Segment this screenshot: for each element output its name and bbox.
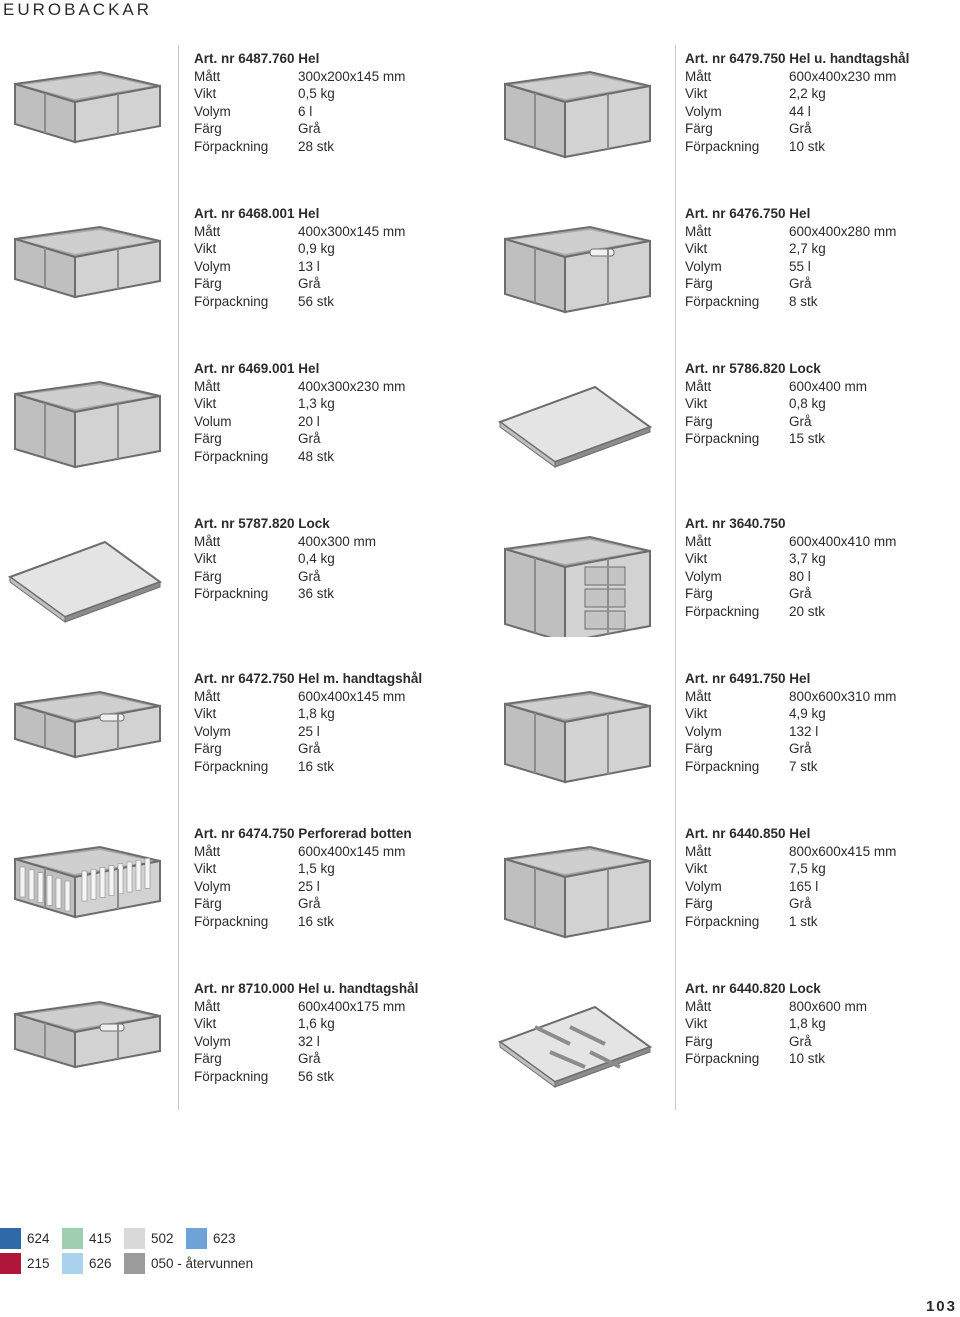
spec-value: 36 stk <box>298 586 335 602</box>
crate-tall-icon <box>0 362 170 482</box>
spec-value: Grå <box>298 568 321 584</box>
spec-value: 2,7 kg <box>789 241 826 257</box>
spec-value: Grå <box>789 413 812 429</box>
spec-label: Vikt <box>194 241 217 257</box>
spec-label: Volym <box>194 723 231 739</box>
spec-row <box>685 1015 867 1033</box>
spec-label: Mått <box>194 533 221 549</box>
product-card <box>490 672 960 812</box>
spec-label: Färg <box>685 276 713 292</box>
spec-row <box>685 843 896 861</box>
spec-label: Mått <box>685 843 712 859</box>
spec-row <box>194 395 405 413</box>
spec-value: 1,8 kg <box>298 706 335 722</box>
spec-value: 600x400x410 mm <box>789 533 897 549</box>
spec-value: Grå <box>789 121 812 137</box>
product-specs <box>685 980 867 1068</box>
spec-row <box>685 688 896 706</box>
legend-code: 502 <box>151 1231 174 1246</box>
lid-icon <box>490 362 660 482</box>
spec-row <box>194 378 405 396</box>
product-title: Art. nr 3640.750 <box>685 516 786 531</box>
spec-row <box>685 293 896 311</box>
spec-value: 7,5 kg <box>789 861 826 877</box>
color-swatch <box>186 1228 207 1249</box>
spec-row <box>194 860 412 878</box>
spec-row <box>194 843 412 861</box>
spec-value: 15 stk <box>789 431 826 447</box>
product-card <box>0 207 470 347</box>
spec-label: Förpackning <box>194 1068 269 1084</box>
spec-label: Vikt <box>194 86 217 102</box>
spec-value: 0,4 kg <box>298 551 335 567</box>
spec-label: Färg <box>685 121 713 137</box>
spec-value: 1,8 kg <box>789 1016 826 1032</box>
spec-value: Grå <box>298 1051 321 1067</box>
spec-row <box>194 585 376 603</box>
product-card <box>0 362 470 502</box>
spec-row <box>685 68 909 86</box>
spec-row <box>194 240 405 258</box>
spec-row <box>194 103 405 121</box>
spec-row <box>685 568 896 586</box>
spec-label: Färg <box>194 896 222 912</box>
spec-label: Vikt <box>685 396 708 412</box>
spec-value: Grå <box>298 121 321 137</box>
color-swatch <box>0 1253 21 1274</box>
spec-label: Förpackning <box>685 913 760 929</box>
spec-row <box>194 705 422 723</box>
spec-value: 1 stk <box>789 913 818 929</box>
spec-value: 4,9 kg <box>789 706 826 722</box>
color-swatch <box>62 1228 83 1249</box>
spec-row <box>194 413 405 431</box>
product-specs <box>685 360 867 448</box>
spec-value: 132 l <box>789 723 819 739</box>
spec-value: 600x400 mm <box>789 378 868 394</box>
spec-row <box>685 705 896 723</box>
spec-label: Volym <box>685 878 722 894</box>
spec-value: 3,7 kg <box>789 551 826 567</box>
spec-value: 0,8 kg <box>789 396 826 412</box>
spec-label: Volym <box>685 103 722 119</box>
product-title: Art. nr 6476.750 Hel <box>685 206 811 221</box>
spec-label: Förpackning <box>685 758 760 774</box>
spec-label: Vikt <box>194 861 217 877</box>
spec-label: Mått <box>685 223 712 239</box>
product-title: Art. nr 6440.850 Hel <box>685 826 811 841</box>
lid-icon <box>0 517 170 637</box>
spec-row <box>194 138 405 156</box>
spec-label: Förpackning <box>685 431 760 447</box>
spec-row <box>194 533 376 551</box>
spec-label: Vikt <box>685 861 708 877</box>
spec-row <box>685 998 867 1016</box>
spec-value: 28 stk <box>298 138 335 154</box>
spec-value: 800x600x415 mm <box>789 843 897 859</box>
product-card <box>0 517 470 657</box>
spec-label: Förpackning <box>194 293 269 309</box>
spec-value: Grå <box>789 586 812 602</box>
spec-row <box>194 85 405 103</box>
spec-row <box>685 913 896 931</box>
spec-row <box>194 688 422 706</box>
spec-label: Volym <box>194 103 231 119</box>
spec-value: 7 stk <box>789 758 818 774</box>
product-title: Art. nr 5786.820 Lock <box>685 361 821 376</box>
spec-row <box>194 1033 418 1051</box>
product-card <box>0 982 470 1122</box>
spec-row <box>685 275 896 293</box>
product-card <box>0 827 470 967</box>
crate-large-icon <box>490 827 660 947</box>
spec-value: Grå <box>789 1033 812 1049</box>
spec-label: Mått <box>685 998 712 1014</box>
crate-flat-icon <box>0 672 170 792</box>
product-title: Art. nr 6474.750 Perforerad botten <box>194 826 412 841</box>
page-title: EUROBACKAR <box>3 0 153 19</box>
product-title: Art. nr 6472.750 Hel m. handtagshål <box>194 671 423 686</box>
spec-value: 13 l <box>298 258 320 274</box>
legend-item <box>0 1253 50 1274</box>
spec-label: Vikt <box>194 551 217 567</box>
color-swatch <box>124 1228 145 1249</box>
spec-row <box>194 120 405 138</box>
product-card <box>490 207 960 347</box>
product-card <box>490 982 960 1122</box>
product-specs <box>194 515 376 603</box>
spec-label: Färg <box>685 586 713 602</box>
legend-code: 215 <box>27 1256 50 1271</box>
spec-row <box>685 585 896 603</box>
spec-value: 600x400x145 mm <box>298 688 406 704</box>
spec-label: Vikt <box>194 706 217 722</box>
spec-label: Mått <box>685 688 712 704</box>
product-specs <box>685 670 896 776</box>
spec-value: 16 stk <box>298 913 335 929</box>
spec-value: 44 l <box>789 103 811 119</box>
spec-label: Vikt <box>685 86 708 102</box>
product-specs <box>685 515 896 621</box>
spec-row <box>194 1068 418 1086</box>
legend-code: 624 <box>27 1231 50 1246</box>
spec-label: Volym <box>194 878 231 894</box>
spec-label: Volym <box>685 258 722 274</box>
spec-value: 800x600x310 mm <box>789 688 897 704</box>
spec-row <box>685 240 896 258</box>
lid-large-icon <box>490 982 660 1102</box>
product-specs <box>685 50 909 156</box>
spec-row <box>685 895 896 913</box>
color-swatch <box>124 1253 145 1274</box>
spec-row <box>685 723 896 741</box>
spec-value: 55 l <box>789 258 811 274</box>
spec-value: 20 l <box>298 413 320 429</box>
spec-label: Förpackning <box>685 138 760 154</box>
product-specs <box>194 50 405 156</box>
crate-flat-icon <box>0 982 170 1102</box>
spec-label: Förpackning <box>194 913 269 929</box>
spec-value: Grå <box>789 896 812 912</box>
spec-value: 600x400x230 mm <box>789 68 897 84</box>
product-title: Art. nr 6468.001 Hel <box>194 206 320 221</box>
spec-row <box>685 258 896 276</box>
spec-row <box>685 740 896 758</box>
spec-value: Grå <box>298 276 321 292</box>
crate-large-icon <box>490 672 660 792</box>
spec-row <box>685 395 867 413</box>
spec-row <box>685 758 896 776</box>
legend-code: 050 - återvunnen <box>151 1256 254 1271</box>
product-title: Art. nr 6469.001 Hel <box>194 361 320 376</box>
spec-label: Förpackning <box>194 448 269 464</box>
spec-label: Volym <box>194 1033 231 1049</box>
spec-row <box>685 550 896 568</box>
spec-value: 300x200x145 mm <box>298 68 406 84</box>
spec-value: 400x300x145 mm <box>298 223 406 239</box>
spec-label: Mått <box>685 68 712 84</box>
product-title: Art. nr 6491.750 Hel <box>685 671 811 686</box>
spec-label: Volym <box>685 568 722 584</box>
spec-row <box>194 913 412 931</box>
spec-label: Förpackning <box>685 1051 760 1067</box>
spec-label: Färg <box>194 568 222 584</box>
crate-tall-icon <box>490 52 660 172</box>
spec-label: Volym <box>685 723 722 739</box>
spec-value: 32 l <box>298 1033 320 1049</box>
spec-row <box>194 740 422 758</box>
color-swatch <box>0 1228 21 1249</box>
spec-label: Färg <box>194 121 222 137</box>
legend-item <box>62 1228 112 1249</box>
spec-value: 25 l <box>298 723 320 739</box>
spec-value: 2,2 kg <box>789 86 826 102</box>
spec-row <box>194 258 405 276</box>
spec-label: Färg <box>685 413 713 429</box>
legend-item <box>62 1253 112 1274</box>
spec-row <box>194 895 412 913</box>
spec-row <box>685 860 896 878</box>
page-number: 103 <box>925 1298 957 1315</box>
spec-value: 10 stk <box>789 1051 826 1067</box>
legend-code: 623 <box>213 1231 236 1246</box>
spec-value: 80 l <box>789 568 811 584</box>
spec-row <box>685 103 909 121</box>
spec-label: Vikt <box>194 396 217 412</box>
spec-row <box>194 1050 418 1068</box>
product-card <box>490 362 960 502</box>
spec-label: Vikt <box>685 1016 708 1032</box>
spec-value: 0,5 kg <box>298 86 335 102</box>
legend-item <box>186 1228 236 1249</box>
product-specs <box>194 205 405 311</box>
spec-value: Grå <box>789 741 812 757</box>
spec-value: 56 stk <box>298 1068 335 1084</box>
spec-value: 600x400x145 mm <box>298 843 406 859</box>
spec-value: 1,6 kg <box>298 1016 335 1032</box>
spec-row <box>194 293 405 311</box>
spec-label: Mått <box>194 68 221 84</box>
spec-value: 600x400x175 mm <box>298 998 406 1014</box>
spec-row <box>194 878 412 896</box>
spec-label: Vikt <box>685 551 708 567</box>
spec-label: Färg <box>194 276 222 292</box>
spec-row <box>685 430 867 448</box>
spec-row <box>685 603 896 621</box>
spec-label: Volum <box>194 413 232 429</box>
spec-value: 48 stk <box>298 448 335 464</box>
spec-row <box>194 568 376 586</box>
product-specs <box>194 670 422 776</box>
spec-label: Förpackning <box>194 138 269 154</box>
spec-row <box>685 138 909 156</box>
spec-value: 25 l <box>298 878 320 894</box>
legend-code: 415 <box>89 1231 112 1246</box>
product-specs <box>685 205 896 311</box>
spec-row <box>685 85 909 103</box>
spec-value: 56 stk <box>298 293 335 309</box>
product-card <box>490 827 960 967</box>
spec-label: Färg <box>194 1051 222 1067</box>
legend-item <box>124 1228 174 1249</box>
spec-label: Förpackning <box>685 293 760 309</box>
spec-label: Mått <box>194 843 221 859</box>
spec-label: Mått <box>194 998 221 1014</box>
spec-label: Mått <box>194 688 221 704</box>
product-specs <box>194 360 405 466</box>
product-title: Art. nr 6487.760 Hel <box>194 51 320 66</box>
spec-row <box>194 275 405 293</box>
spec-label: Vikt <box>685 241 708 257</box>
spec-row <box>194 448 405 466</box>
spec-value: 16 stk <box>298 758 335 774</box>
spec-value: 20 stk <box>789 603 826 619</box>
spec-row <box>194 68 405 86</box>
spec-label: Färg <box>685 1033 713 1049</box>
spec-value: Grå <box>789 276 812 292</box>
spec-label: Mått <box>685 378 712 394</box>
spec-label: Förpackning <box>194 586 269 602</box>
spec-row <box>685 120 909 138</box>
color-swatch <box>62 1253 83 1274</box>
crate-small-icon <box>0 52 170 172</box>
spec-label: Färg <box>685 741 713 757</box>
spec-label: Förpackning <box>194 758 269 774</box>
spec-row <box>194 1015 418 1033</box>
spec-row <box>685 1033 867 1051</box>
spec-value: 600x400x280 mm <box>789 223 897 239</box>
spec-value: 6 l <box>298 103 313 119</box>
product-title: Art. nr 6440.820 Lock <box>685 981 821 996</box>
spec-value: Grå <box>298 896 321 912</box>
product-title: Art. nr 6479.750 Hel u. handtagshål <box>685 51 910 66</box>
spec-label: Mått <box>685 533 712 549</box>
legend-item <box>124 1253 253 1274</box>
product-card <box>490 52 960 192</box>
crate-small-icon <box>0 207 170 327</box>
spec-row <box>685 413 867 431</box>
spec-row <box>685 878 896 896</box>
spec-value: 400x300 mm <box>298 533 377 549</box>
product-specs <box>685 825 896 931</box>
spec-label: Mått <box>194 223 221 239</box>
crate-handle-icon <box>490 207 660 327</box>
spec-row <box>194 723 422 741</box>
spec-row <box>194 430 405 448</box>
product-card <box>0 52 470 192</box>
spec-value: 165 l <box>789 878 819 894</box>
spec-value: 800x600 mm <box>789 998 868 1014</box>
legend-code: 626 <box>89 1256 112 1271</box>
crate-perforated-icon <box>0 827 170 947</box>
legend-item <box>0 1228 50 1249</box>
spec-row <box>194 998 418 1016</box>
product-title: Art. nr 5787.820 Lock <box>194 516 330 531</box>
spec-row <box>194 550 376 568</box>
spec-label: Förpackning <box>685 603 760 619</box>
spec-label: Färg <box>194 741 222 757</box>
product-card <box>0 672 470 812</box>
spec-value: 0,9 kg <box>298 241 335 257</box>
spec-label: Vikt <box>194 1016 217 1032</box>
spec-row <box>685 533 896 551</box>
product-specs <box>194 825 412 931</box>
product-card <box>490 517 960 657</box>
spec-value: Grå <box>298 431 321 447</box>
spec-value: 8 stk <box>789 293 818 309</box>
crate-drawers-icon <box>490 517 660 637</box>
spec-label: Vikt <box>685 706 708 722</box>
spec-value: Grå <box>298 741 321 757</box>
spec-value: 400x300x230 mm <box>298 378 406 394</box>
spec-value: 10 stk <box>789 138 826 154</box>
spec-row <box>685 1050 867 1068</box>
spec-label: Färg <box>685 896 713 912</box>
spec-row <box>685 223 896 241</box>
spec-row <box>685 378 867 396</box>
spec-value: 1,3 kg <box>298 396 335 412</box>
product-title: Art. nr 8710.000 Hel u. handtagshål <box>194 981 419 996</box>
spec-label: Färg <box>194 431 222 447</box>
spec-label: Volym <box>194 258 231 274</box>
spec-value: 1,5 kg <box>298 861 335 877</box>
spec-label: Mått <box>194 378 221 394</box>
spec-row <box>194 758 422 776</box>
spec-row <box>194 223 405 241</box>
product-specs <box>194 980 418 1086</box>
